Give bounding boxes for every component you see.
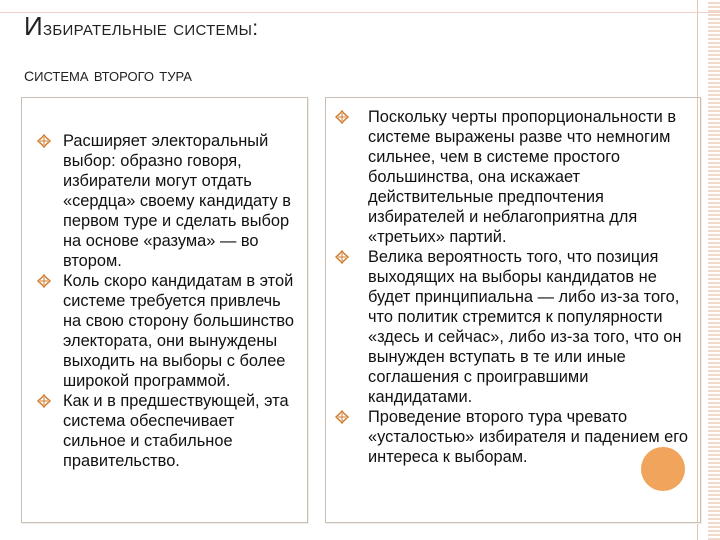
bullet-text: Поскольку черты пропорциональности в системе выражены разве что немногим сильнее, чем в системе простого большинства, она искажает действительные предпочтения избирателей и неблагоприятна для «третьих» партий. xyxy=(368,108,677,246)
subtitle-rest: истема второго тура xyxy=(34,65,192,86)
leaf-bullet-icon xyxy=(335,410,349,424)
list-item xyxy=(37,391,299,471)
list-item xyxy=(335,247,692,407)
left-bullet-list xyxy=(22,98,307,471)
bullet-text: Велика вероятность того, что позиция выходящих на выборы кандидатов не будет принципиальна — либо из-за того, что политик стремится к популярности «здесь и сейчас», либо из-за того, что он вынужден вступать в те или иные соглашения с проигравшими кандидатами. xyxy=(368,248,682,406)
accent-circle xyxy=(641,447,685,491)
bullet-text: Расширяет электоральный выбор: образно говоря, избиратели могут отдать «сердца» своему кандидату в первом туре и сделать выбор на основе «разума» — во втором. xyxy=(63,132,291,270)
left-column-box xyxy=(21,97,308,523)
bullet-text: Коль скоро кандидатам в этой системе требуется привлечь на свою сторону большинство электората, они вынуждены выходить на выборы с более широкой программой. xyxy=(63,272,295,390)
leaf-bullet-icon xyxy=(335,110,349,124)
list-item xyxy=(335,107,692,247)
slide-header xyxy=(24,12,258,88)
title-first-letter: И xyxy=(24,11,43,41)
leaf-bullet-icon xyxy=(335,250,349,264)
slide-title xyxy=(24,12,258,43)
subtitle-first-letter: с xyxy=(24,64,35,86)
title-rest: збирательные системы: xyxy=(43,17,259,40)
list-item xyxy=(37,131,299,271)
list-item xyxy=(335,407,692,467)
bullet-text: Как и в предшествующей, эта система обеспечивает сильное и стабильное правительство. xyxy=(63,392,289,470)
right-bullet-list xyxy=(326,98,700,467)
leaf-bullet-icon xyxy=(37,274,51,288)
list-item xyxy=(37,271,299,391)
bullet-text: Проведение второго тура чревато «усталостью» избирателя и падением его интереса к выборам. xyxy=(368,408,688,466)
leaf-bullet-icon xyxy=(37,394,51,408)
slide-subtitle xyxy=(24,63,258,88)
decorative-edge-stripes xyxy=(708,0,720,540)
leaf-bullet-icon xyxy=(37,134,51,148)
